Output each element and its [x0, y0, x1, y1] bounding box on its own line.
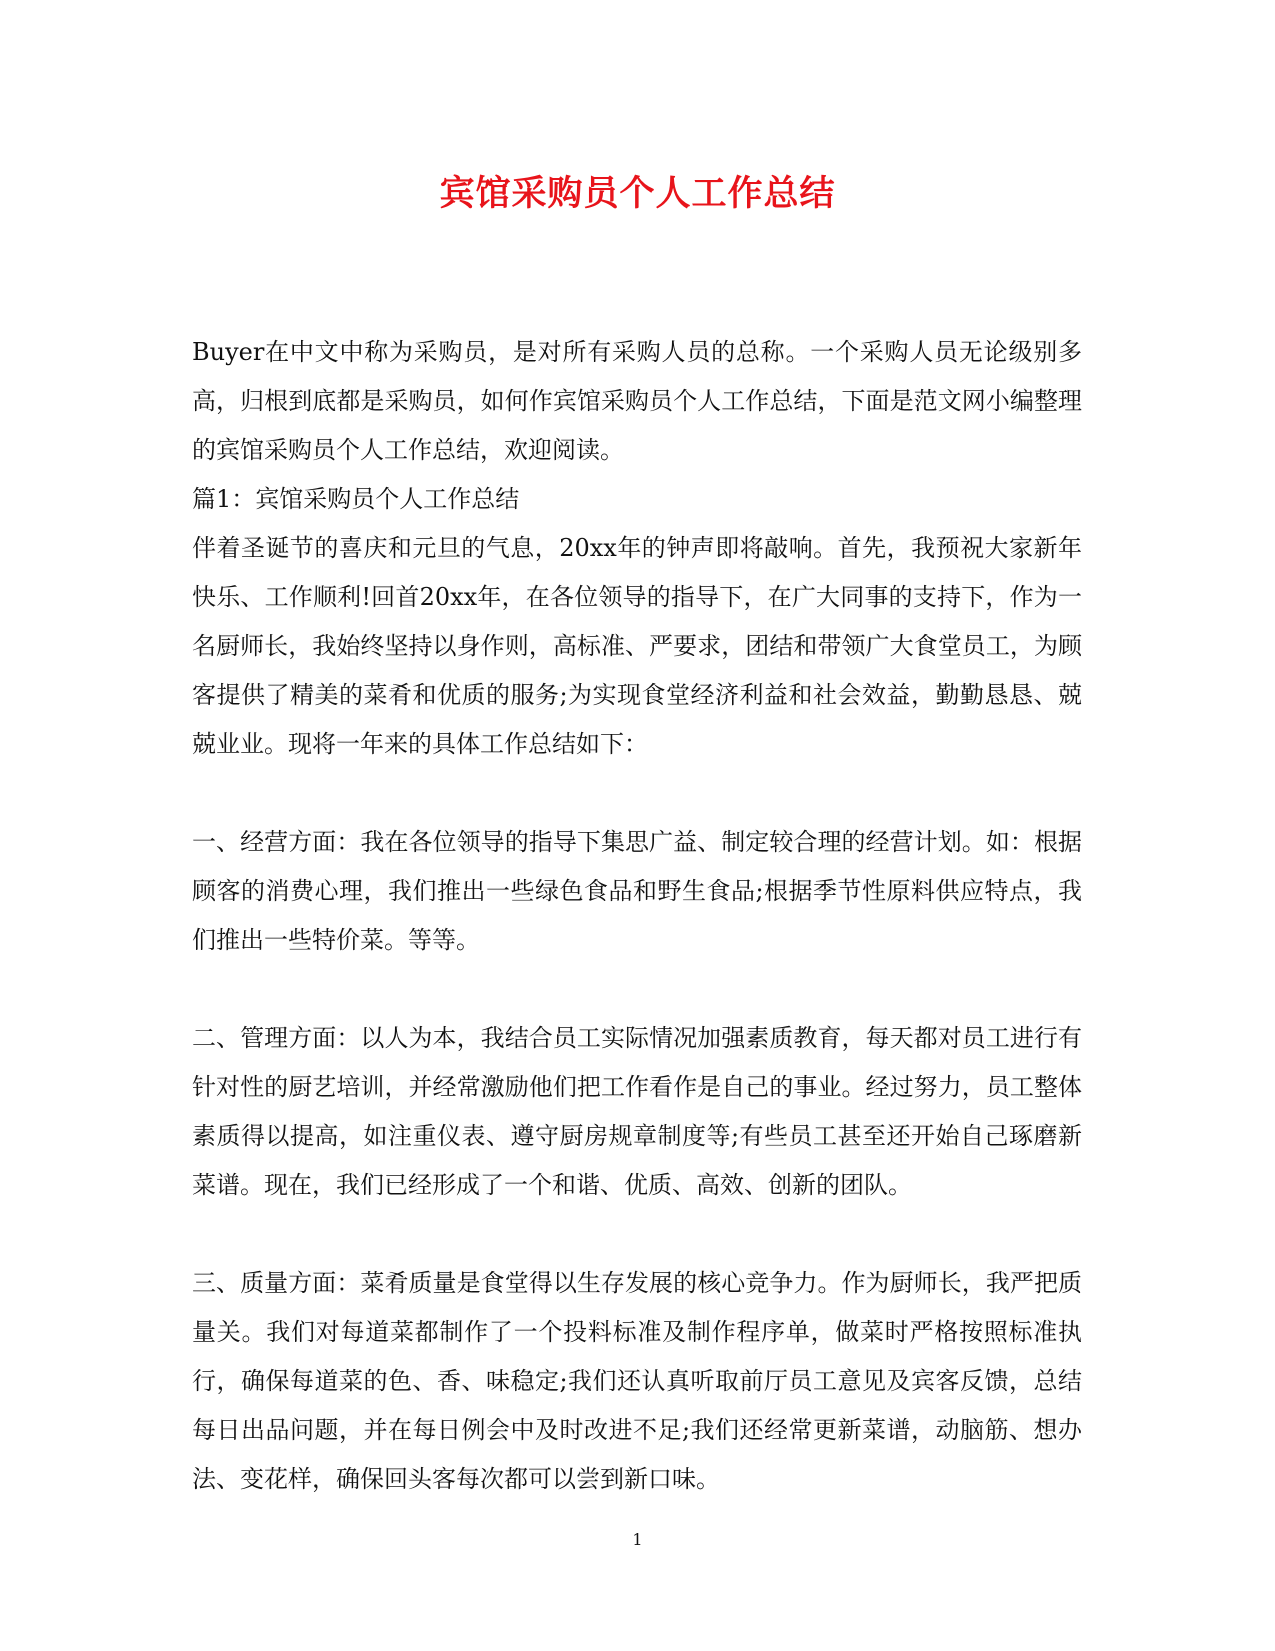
document-title: 宾馆采购员个人工作总结	[439, 173, 836, 214]
paragraph-spacer	[192, 1210, 1082, 1259]
intro-paragraph: Buyer在中文中称为采购员，是对所有采购人员的总称。一个采购人员无论级别多高，归根到底都是采购员，如何作宾馆采购员个人工作总结，下面是范文网小编整理的宾馆采购员个人工作总结，欢迎阅读。	[192, 338, 1082, 464]
section-heading: 篇1：宾馆采购员个人工作总结	[192, 485, 520, 513]
quality-paragraph: 三、质量方面：菜肴质量是食堂得以生存发展的核心竞争力。作为厨师长，我严把质量关。我们对每道菜都制作了一个投料标准及制作程序单，做菜时严格按照标准执行，确保每道菜的色、香、味稳定;我们还认真听取前厅员工意见及宾客反馈，总结每日出品问题，并在每日例会中及时改进不足;我们还经常更新菜谱，动脑筋、想办法、变花样，确保回头客每次都可以尝到新口味。	[192, 1269, 1082, 1493]
paragraph-spacer	[192, 965, 1082, 1014]
management-paragraph: 二、管理方面：以人为本，我结合员工实际情况加强素质教育，每天都对员工进行有针对性的厨艺培训，并经常激励他们把工作看作是自己的事业。经过努力，员工整体素质得以提高，如注重仪表、遵守厨房规章制度等;有些员工甚至还开始自己琢磨新菜谱。现在，我们已经形成了一个和谐、优质、高效、创新的团队。	[192, 1024, 1082, 1199]
document-body	[192, 328, 1082, 1504]
page-number: 1	[632, 1530, 643, 1549]
opening-paragraph: 伴着圣诞节的喜庆和元旦的气息，20xx年的钟声即将敲响。首先，我预祝大家新年快乐、工作顺利!回首20xx年，在各位领导的指导下，在广大同事的支持下，作为一名厨师长，我始终坚持以身作则，高标准、严要求，团结和带领广大食堂员工，为顾客提供了精美的菜肴和优质的服务;为实现食堂经济利益和社会效益，勤勤恳恳、兢兢业业。现将一年来的具体工作总结如下：	[192, 534, 1082, 758]
paragraph-spacer	[192, 769, 1082, 818]
operations-paragraph: 一、经营方面：我在各位领导的指导下集思广益、制定较合理的经营计划。如：根据顾客的消费心理，我们推出一些绿色食品和野生食品;根据季节性原料供应特点，我们推出一些特价菜。等等。	[192, 828, 1082, 954]
